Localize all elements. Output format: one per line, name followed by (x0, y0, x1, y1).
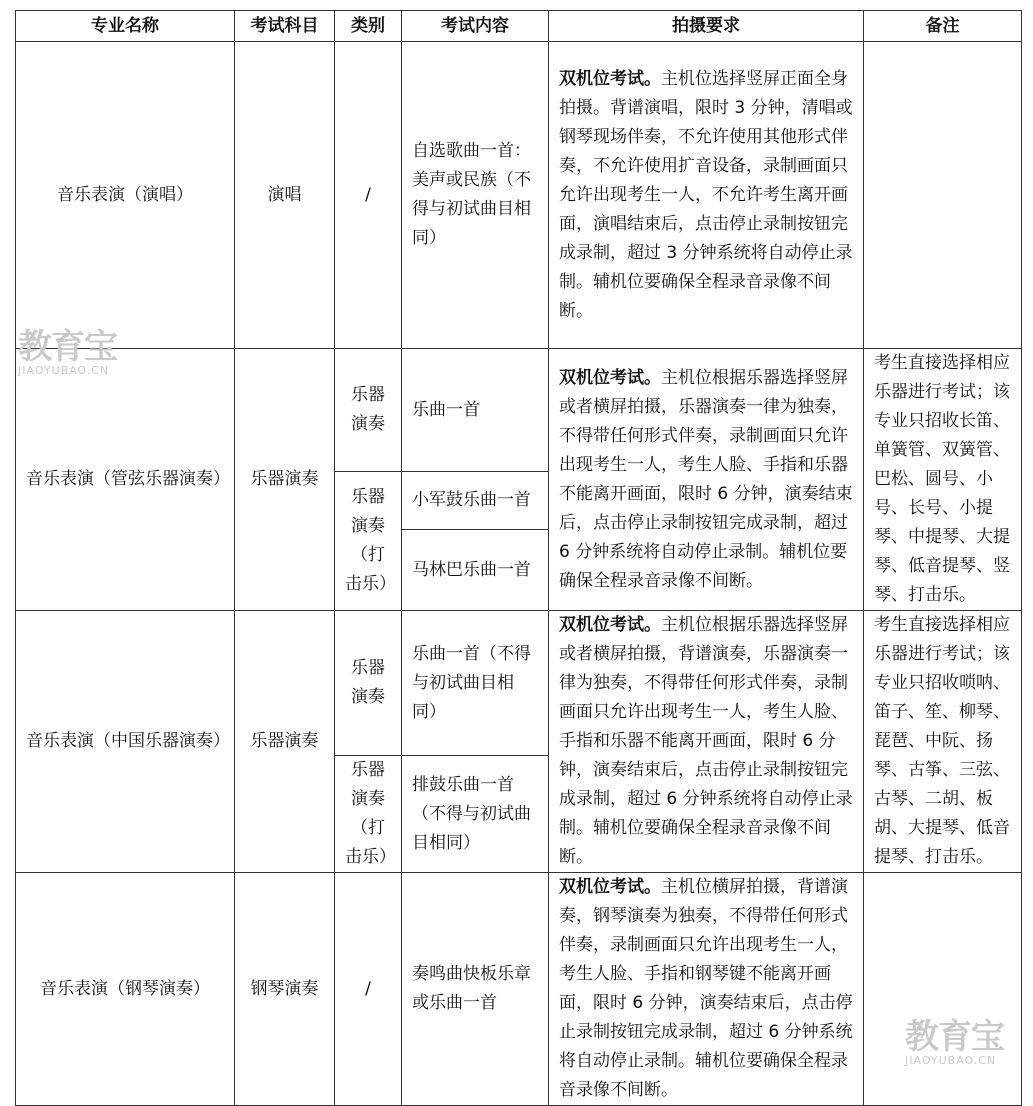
subject-cell: 乐器演奏 (235, 611, 335, 873)
content-cell: 乐曲一首 (402, 349, 549, 472)
requirements-text: 主机位根据乐器选择竖屏或者横屏拍摄，背谱演奏，乐器演奏一律为独奏，不得带任何形式伴奏，录制画面只允许出现考生一人，考生人脸、手指和乐器不能离开画面，限时 6 分钟，演奏结束后，点击停止录制按钮完成录制，超过 6 分钟系统将自动停止录制。辅机位要确保全程录音录像不间断。 (559, 615, 853, 867)
requirements-bold: 双机位考试。 (559, 877, 661, 897)
category-cell: 乐器演奏（打击乐） (335, 756, 402, 873)
requirements-cell (549, 42, 864, 349)
content-cell: 自选歌曲一首：美声或民族（不得与初试曲目相同） (402, 42, 549, 349)
major-cell: 音乐表演（管弦乐器演奏） (16, 349, 235, 611)
content-cell: 奏鸣曲快板乐章或乐曲一首 (402, 873, 549, 1106)
table-row (16, 611, 1022, 756)
note-cell (864, 873, 1022, 1106)
requirements-cell (549, 611, 864, 873)
header-content: 考试内容 (402, 11, 549, 42)
requirements-text: 主机位根据乐器选择竖屏或者横屏拍摄，乐器演奏一律为独奏，不得带任何形式伴奏，录制画面只允许出现考生一人，考生人脸、手指和乐器不能离开画面，限时 6 分钟，演奏结束后，点击停止录制按钮完成录制，超过 6 分钟系统将自动停止录制。辅机位要确保全程录音录像不间断。 (559, 367, 853, 591)
requirements-text: 主机位选择竖屏正面全身拍摄。背谱演唱，限时 3 分钟，清唱或钢琴现场伴奏，不允许使用其他形式伴奏，不允许使用扩音设备，录制画面只允许出现考生一人，不允许考生离开画面，演唱结束后，点击停止录制按钮完成录制，超过 3 分钟系统将自动停止录制。辅机位要确保全程录音录像不间断。 (559, 68, 853, 321)
exam-requirements-table (15, 10, 1022, 1106)
requirements-cell (549, 349, 864, 611)
table-row (16, 873, 1022, 1106)
major-cell: 音乐表演（演唱） (16, 42, 235, 349)
category-cell: 乐器演奏（打击乐） (335, 472, 402, 611)
watermark-logo-text: 教育宝 (18, 327, 117, 367)
requirements-bold: 双机位考试。 (559, 68, 661, 89)
content-cell: 小军鼓乐曲一首 (402, 472, 549, 530)
category-cell: / (335, 873, 402, 1106)
category-cell: 乐器演奏 (335, 349, 402, 472)
subject-cell: 乐器演奏 (235, 349, 335, 611)
content-cell: 马林巴乐曲一首 (402, 530, 549, 611)
watermark-logo-text: 教育宝 (905, 1017, 1004, 1057)
header-notes: 备注 (864, 11, 1022, 42)
header-subject: 考试科目 (235, 11, 335, 42)
header-category: 类别 (335, 11, 402, 42)
category-cell: / (335, 42, 402, 349)
note-cell: 考生直接选择相应乐器进行考试；该专业只招收唢呐、笛子、笙、柳琴、琵琶、中阮、扬琴、古筝、三弦、古琴、二胡、板胡、大提琴、低音提琴、打击乐。 (864, 611, 1022, 873)
content-cell: 排鼓乐曲一首（不得与初试曲目相同） (402, 756, 549, 873)
table-header-row (16, 11, 1022, 42)
content-cell: 乐曲一首（不得与初试曲目相同） (402, 611, 549, 756)
header-major: 专业名称 (16, 11, 235, 42)
requirements-cell (549, 873, 864, 1106)
table-row (16, 349, 1022, 472)
watermark-domain: JIAOYUBAO.CN (905, 1054, 997, 1067)
subject-cell: 钢琴演奏 (235, 873, 335, 1106)
header-filming-requirements: 拍摄要求 (549, 11, 864, 42)
major-cell: 音乐表演（钢琴演奏） (16, 873, 235, 1106)
table-row (16, 42, 1022, 349)
note-cell: 考生直接选择相应乐器进行考试；该专业只招收长笛、单簧管、双簧管、巴松、圆号、小号、长号、小提琴、中提琴、大提琴、低音提琴、竖琴、打击乐。 (864, 349, 1022, 611)
requirements-bold: 双机位考试。 (559, 615, 661, 635)
category-cell: 乐器演奏 (335, 611, 402, 756)
requirements-text: 主机位横屏拍摄，背谱演奏，钢琴演奏为独奏，不得带任何形式伴奏，录制画面只允许出现考生一人，考生人脸、手指和钢琴键不能离开画面，限时 6 分钟，演奏结束后，点击停止录制按钮完成录制，超过 6 分钟系统将自动停止录制。辅机位要确保全程录音录像不间断。 (559, 877, 853, 1100)
subject-cell: 演唱 (235, 42, 335, 349)
note-cell (864, 42, 1022, 349)
major-cell: 音乐表演（中国乐器演奏） (16, 611, 235, 873)
requirements-bold: 双机位考试。 (559, 367, 661, 388)
watermark-domain: JIAOYUBAO.CN (18, 364, 110, 377)
